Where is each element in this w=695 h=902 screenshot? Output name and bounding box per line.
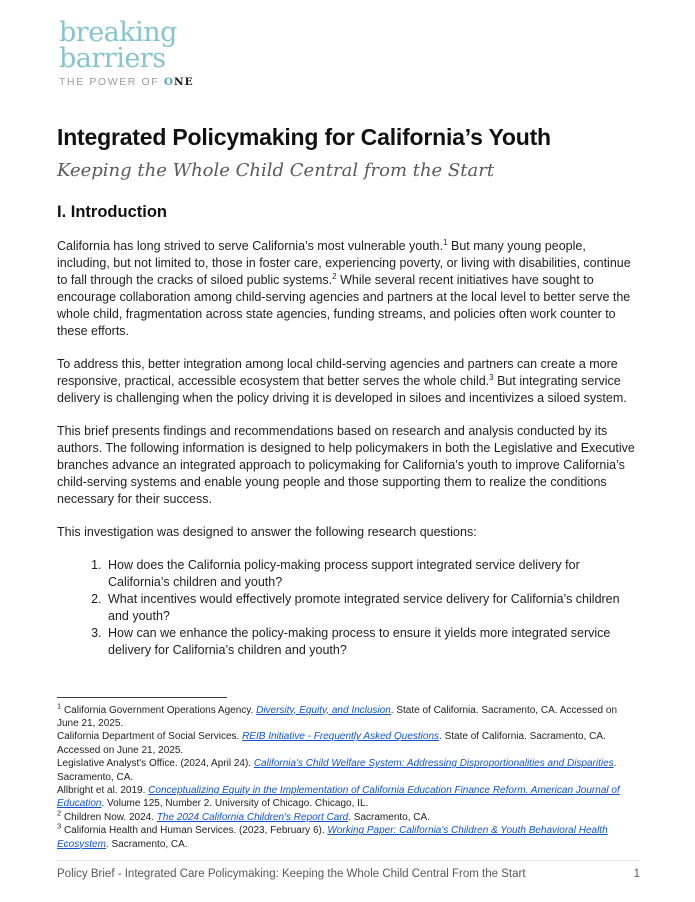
logo-word-line2: barriers bbox=[59, 42, 166, 74]
research-questions-intro: This investigation was designed to answer the following research questions: bbox=[57, 525, 477, 540]
footnote: $^3$ California Health and Human Services. (2023, February 6). Working Paper: California's Children & Youth Behavioral Health Ecosystem. Sacramento, CA. bbox=[57, 821, 608, 850]
page-footer bbox=[57, 860, 640, 880]
page-bottom bbox=[57, 697, 640, 880]
footnote-ref: 3 bbox=[489, 373, 494, 383]
document-body bbox=[57, 222, 640, 659]
footnote-link[interactable]: Working Paper: California's Children & Youth Behavioral Health Ecosystem bbox=[57, 825, 608, 850]
footnote-link[interactable]: California's Child Welfare System: Addressing Disproportionalities and Disparities bbox=[253, 758, 614, 770]
footnote-link[interactable]: Conceptualizing Equity in the Implementation of California Education Finance Reform. American Journal of Education bbox=[57, 784, 620, 810]
footnote-ref: 3 bbox=[57, 821, 62, 831]
footnotes bbox=[57, 701, 640, 851]
research-question-item: 1. How does the California policy-making process support integrated service delivery for California’s children and youth? bbox=[105, 557, 640, 591]
logo-tagline bbox=[59, 76, 640, 88]
footnote: Allbright et al. 2019. Conceptualizing Equity in the Implementation of California Education Finance Reform. American Journal of Education. Volume 125, Number 2. University of Chicago. Chicago, IL. bbox=[57, 784, 620, 810]
intro-paragraph-1: California has long strived to serve California’s most vulnerable youth.$^1$ But many young people, including, but not limited to, those in foster care, experiencing poverty, or living with disabilities, continue to fall through the cracks of siloed public systems.$^2$ While several recent initiatives have sought to encourage collaboration among child-serving agencies and partners at the local level to better serve the whole child, fragmentation across state agencies, funding streams, and policies often work counter to these efforts. bbox=[57, 238, 631, 339]
footnote-link[interactable]: The 2024 California Children's Report Card bbox=[156, 811, 349, 823]
research-question-item: 3. How can we enhance the policy-making process to ensure it yields more integrated service delivery for California’s children and youth? bbox=[105, 625, 640, 659]
footer-title: Policy Brief - Integrated Care Policymaking: Keeping the Whole Child Central From the Start bbox=[57, 868, 526, 880]
footnote-ref: 1 bbox=[57, 701, 62, 711]
research-questions-list bbox=[57, 557, 640, 659]
research-question-item: 2. What incentives would effectively promote integrated service delivery for California’s children and youth? bbox=[105, 591, 640, 625]
intro-paragraph-3: This brief presents findings and recommendations based on research and analysis conducted by its authors. The following information is designed to help policymakers in both the Legislative and Executive branches advance an integrated approach to policymaking for California’s youth to improve California’s child-serving systems and enable young people and those supporting them to realize the conditions necessary for their success. bbox=[57, 424, 635, 507]
footnote: $^1$ California Government Operations Agency. Diversity, Equity, and Inclusion. State of California. Sacramento, CA. Accessed on June 21, 2025. bbox=[57, 701, 618, 729]
footnote-separator-rule bbox=[57, 697, 227, 698]
footnote-link[interactable]: Diversity, Equity, and Inclusion bbox=[256, 704, 391, 716]
footnote-ref: 2 bbox=[332, 272, 337, 282]
logo-wordmark bbox=[59, 17, 640, 74]
document-title: Integrated Policymaking for California’s Youth bbox=[57, 124, 551, 151]
logo-tagline-prefix: THE POWER OF bbox=[59, 76, 160, 89]
intro-paragraph-2: To address this, better integration among local child-serving agencies and partners can create a more responsive, practical, accessible ecosystem that better serves the whole child.$^3$ But integrating service delivery is challenging when the policy driving it is developed in siloes and incentivizes a siloed system. bbox=[57, 357, 627, 406]
section-heading-introduction: I. Introduction bbox=[57, 203, 167, 222]
logo-word-line1: breaking bbox=[59, 17, 177, 48]
footnote: Legislative Analyst's Office. (2024, April 24). California's Child Welfare System: Addressing Disproportionalities and Disparities. Sacramento, CA. bbox=[57, 758, 617, 783]
footnote-ref: 2 bbox=[57, 808, 62, 818]
footnote: $^2$ Children Now. 2024. The 2024 California Children's Report Card. Sacramento, CA. bbox=[57, 808, 430, 823]
footnote-ref: 1 bbox=[443, 238, 448, 248]
logo-tagline-brand: ONE bbox=[163, 76, 194, 89]
page-number: 1 bbox=[633, 868, 640, 880]
footnote: California Department of Social Services. REIB Initiative - Frequently Asked Questions. State of California. Sacramento, CA. Accessed on June 21, 2025. bbox=[57, 731, 606, 756]
breaking-barriers-logo bbox=[59, 17, 640, 89]
document-subtitle: Keeping the Whole Child Central from the Start bbox=[57, 160, 495, 182]
footnote-link[interactable]: REIB Initiative - Frequently Asked Questions bbox=[242, 731, 440, 743]
